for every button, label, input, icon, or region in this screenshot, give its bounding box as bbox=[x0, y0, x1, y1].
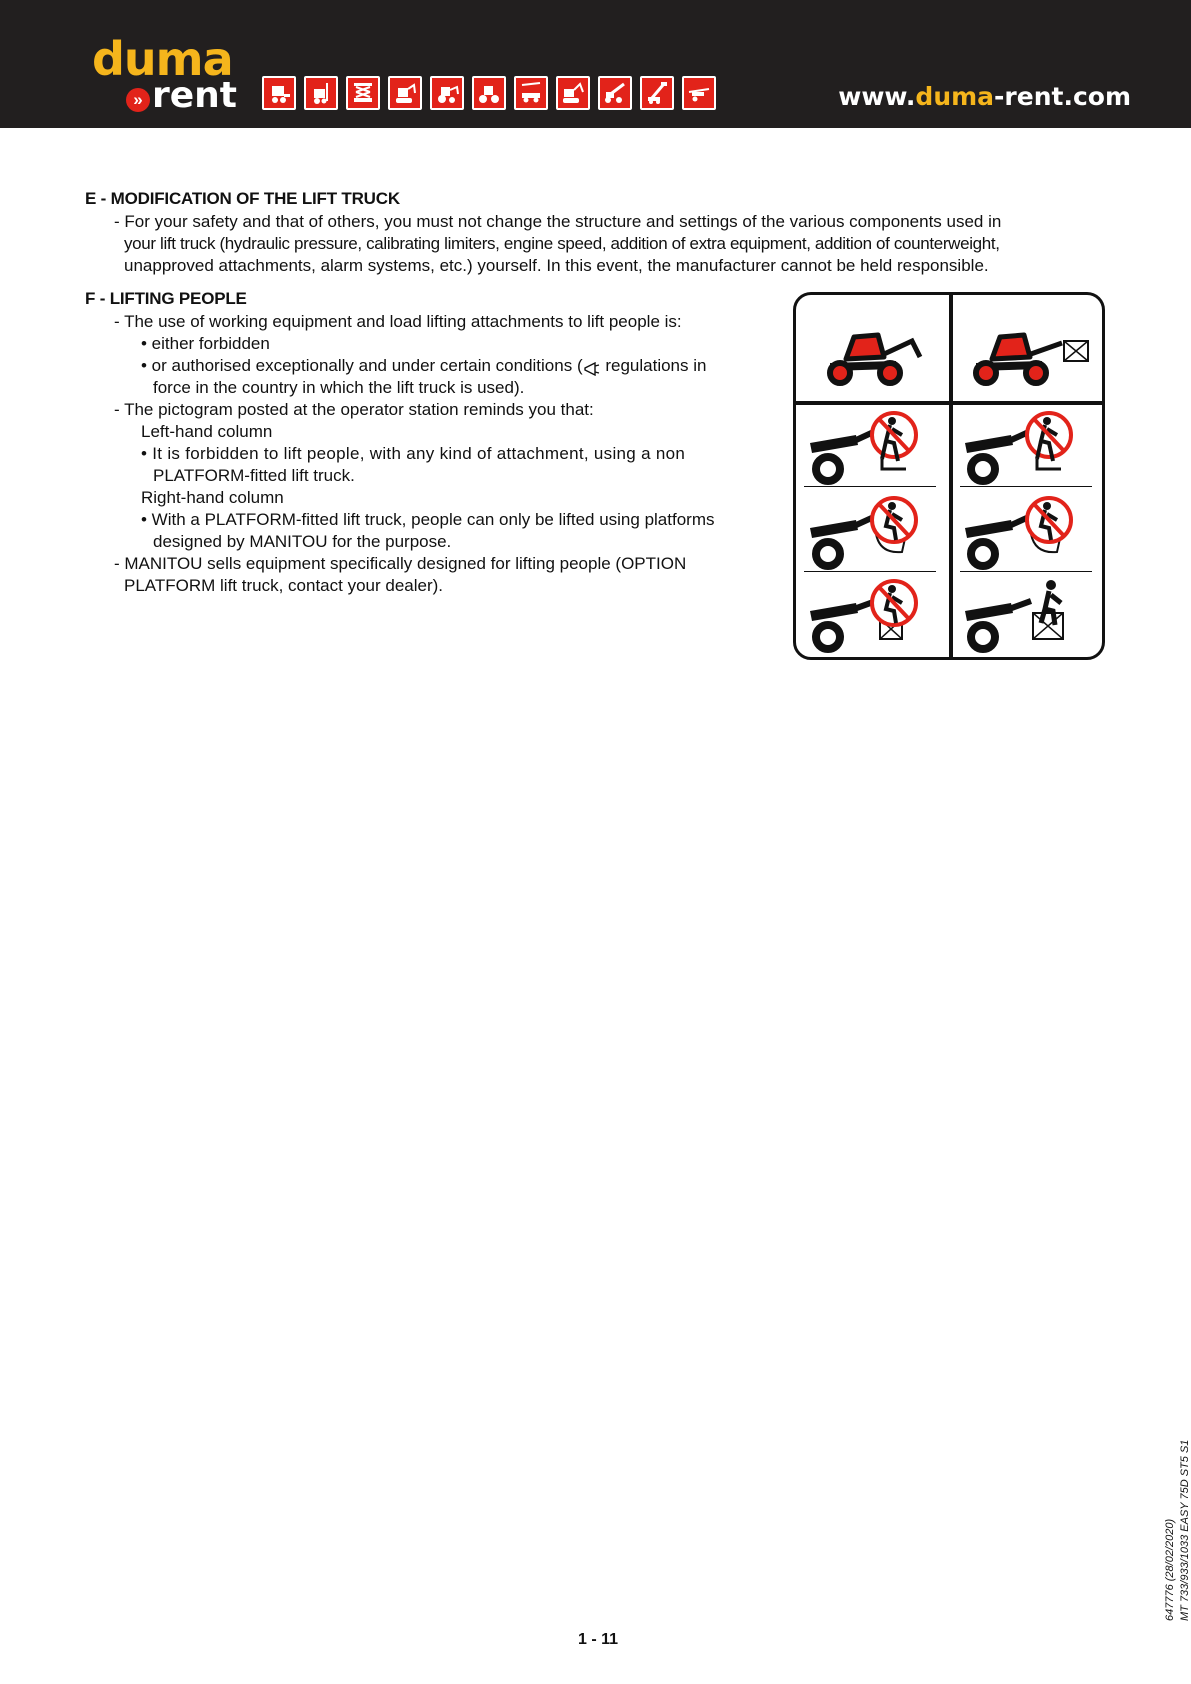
scissor-lift-icon bbox=[346, 76, 380, 110]
section-f-bullet: • or authorised exceptionally and under certain conditions ( regulations in bbox=[141, 356, 707, 375]
lift-truck-icon bbox=[826, 325, 926, 392]
page-header bbox=[0, 0, 1191, 128]
section-e-title: E - MODIFICATION OF THE LIFT TRUCK bbox=[85, 189, 400, 208]
no-people-on-forks-icon bbox=[961, 407, 1081, 492]
lifting-people-pictogram bbox=[793, 292, 1105, 660]
section-f-bullet: • It is forbidden to lift people, with any kind of attachment, using a non bbox=[141, 444, 686, 463]
logo-duma: duma bbox=[92, 32, 233, 86]
roller-icon bbox=[472, 76, 506, 110]
section-f-title: F - LIFTING PEOPLE bbox=[85, 289, 247, 308]
section-f-bullet: • either forbidden bbox=[141, 334, 270, 353]
section-e-line: unapproved attachments, alarm systems, etc.) yourself. In this event, the manufacturer cannot be held responsible. bbox=[124, 256, 989, 275]
logo-arrow-icon: » bbox=[126, 88, 150, 112]
column-label: Left-hand column bbox=[141, 422, 273, 441]
machine-icon-strip bbox=[262, 76, 716, 110]
section-f-line: PLATFORM lift truck, contact your dealer). bbox=[124, 576, 443, 595]
forklift-icon bbox=[304, 76, 338, 110]
no-people-on-unapproved-cage-icon bbox=[806, 575, 926, 660]
website-url[interactable]: www.duma-rent.com bbox=[838, 82, 1131, 111]
boom-lift-icon bbox=[640, 76, 674, 110]
document-reference: 647776 (28/02/2020) MT 733/933/1033 EASY 75D ST5 S1 bbox=[1164, 1439, 1191, 1621]
backhoe-icon bbox=[430, 76, 464, 110]
excavator-icon bbox=[556, 76, 590, 110]
section-f-line: - MANITOU sells equipment specifically designed for lifting people (OPTION bbox=[114, 554, 687, 573]
logo-rent: rent bbox=[152, 75, 238, 116]
section-f-line: - The use of working equipment and load lifting attachments to lift people is: bbox=[114, 312, 682, 331]
section-f-bullet: • With a PLATFORM-fitted lift truck, people can only be lifted using platforms bbox=[141, 510, 715, 529]
section-e-line: your lift truck (hydraulic pressure, calibrating limiters, engine speed, addition of extra equipment, addition of counterweight, bbox=[124, 234, 1000, 253]
no-people-in-bucket-icon bbox=[806, 492, 926, 577]
section-f-line: PLATFORM-fitted lift truck. bbox=[153, 466, 355, 485]
skid-steer-icon bbox=[262, 76, 296, 110]
person-in-approved-platform-icon bbox=[961, 575, 1081, 660]
crane-truck-icon bbox=[514, 76, 548, 110]
megaphone-icon bbox=[583, 360, 601, 374]
section-e-line: - For your safety and that of others, you must not change the structure and settings of the various components used in bbox=[114, 212, 1002, 231]
mini-excavator-icon bbox=[388, 76, 422, 110]
platform-lift-truck-icon bbox=[972, 325, 1094, 392]
section-f-line: - The pictogram posted at the operator station reminds you that: bbox=[114, 400, 594, 419]
section-f-line: designed by MANITOU for the purpose. bbox=[153, 532, 452, 551]
page-number: 1 - 11 bbox=[578, 1631, 619, 1648]
no-people-in-bucket-icon bbox=[961, 492, 1081, 577]
no-people-on-forks-icon bbox=[806, 407, 926, 492]
telehandler-icon bbox=[598, 76, 632, 110]
column-label: Right-hand column bbox=[141, 488, 284, 507]
section-f-line: force in the country in which the lift truck is used). bbox=[153, 378, 525, 397]
tractor-icon bbox=[682, 76, 716, 110]
